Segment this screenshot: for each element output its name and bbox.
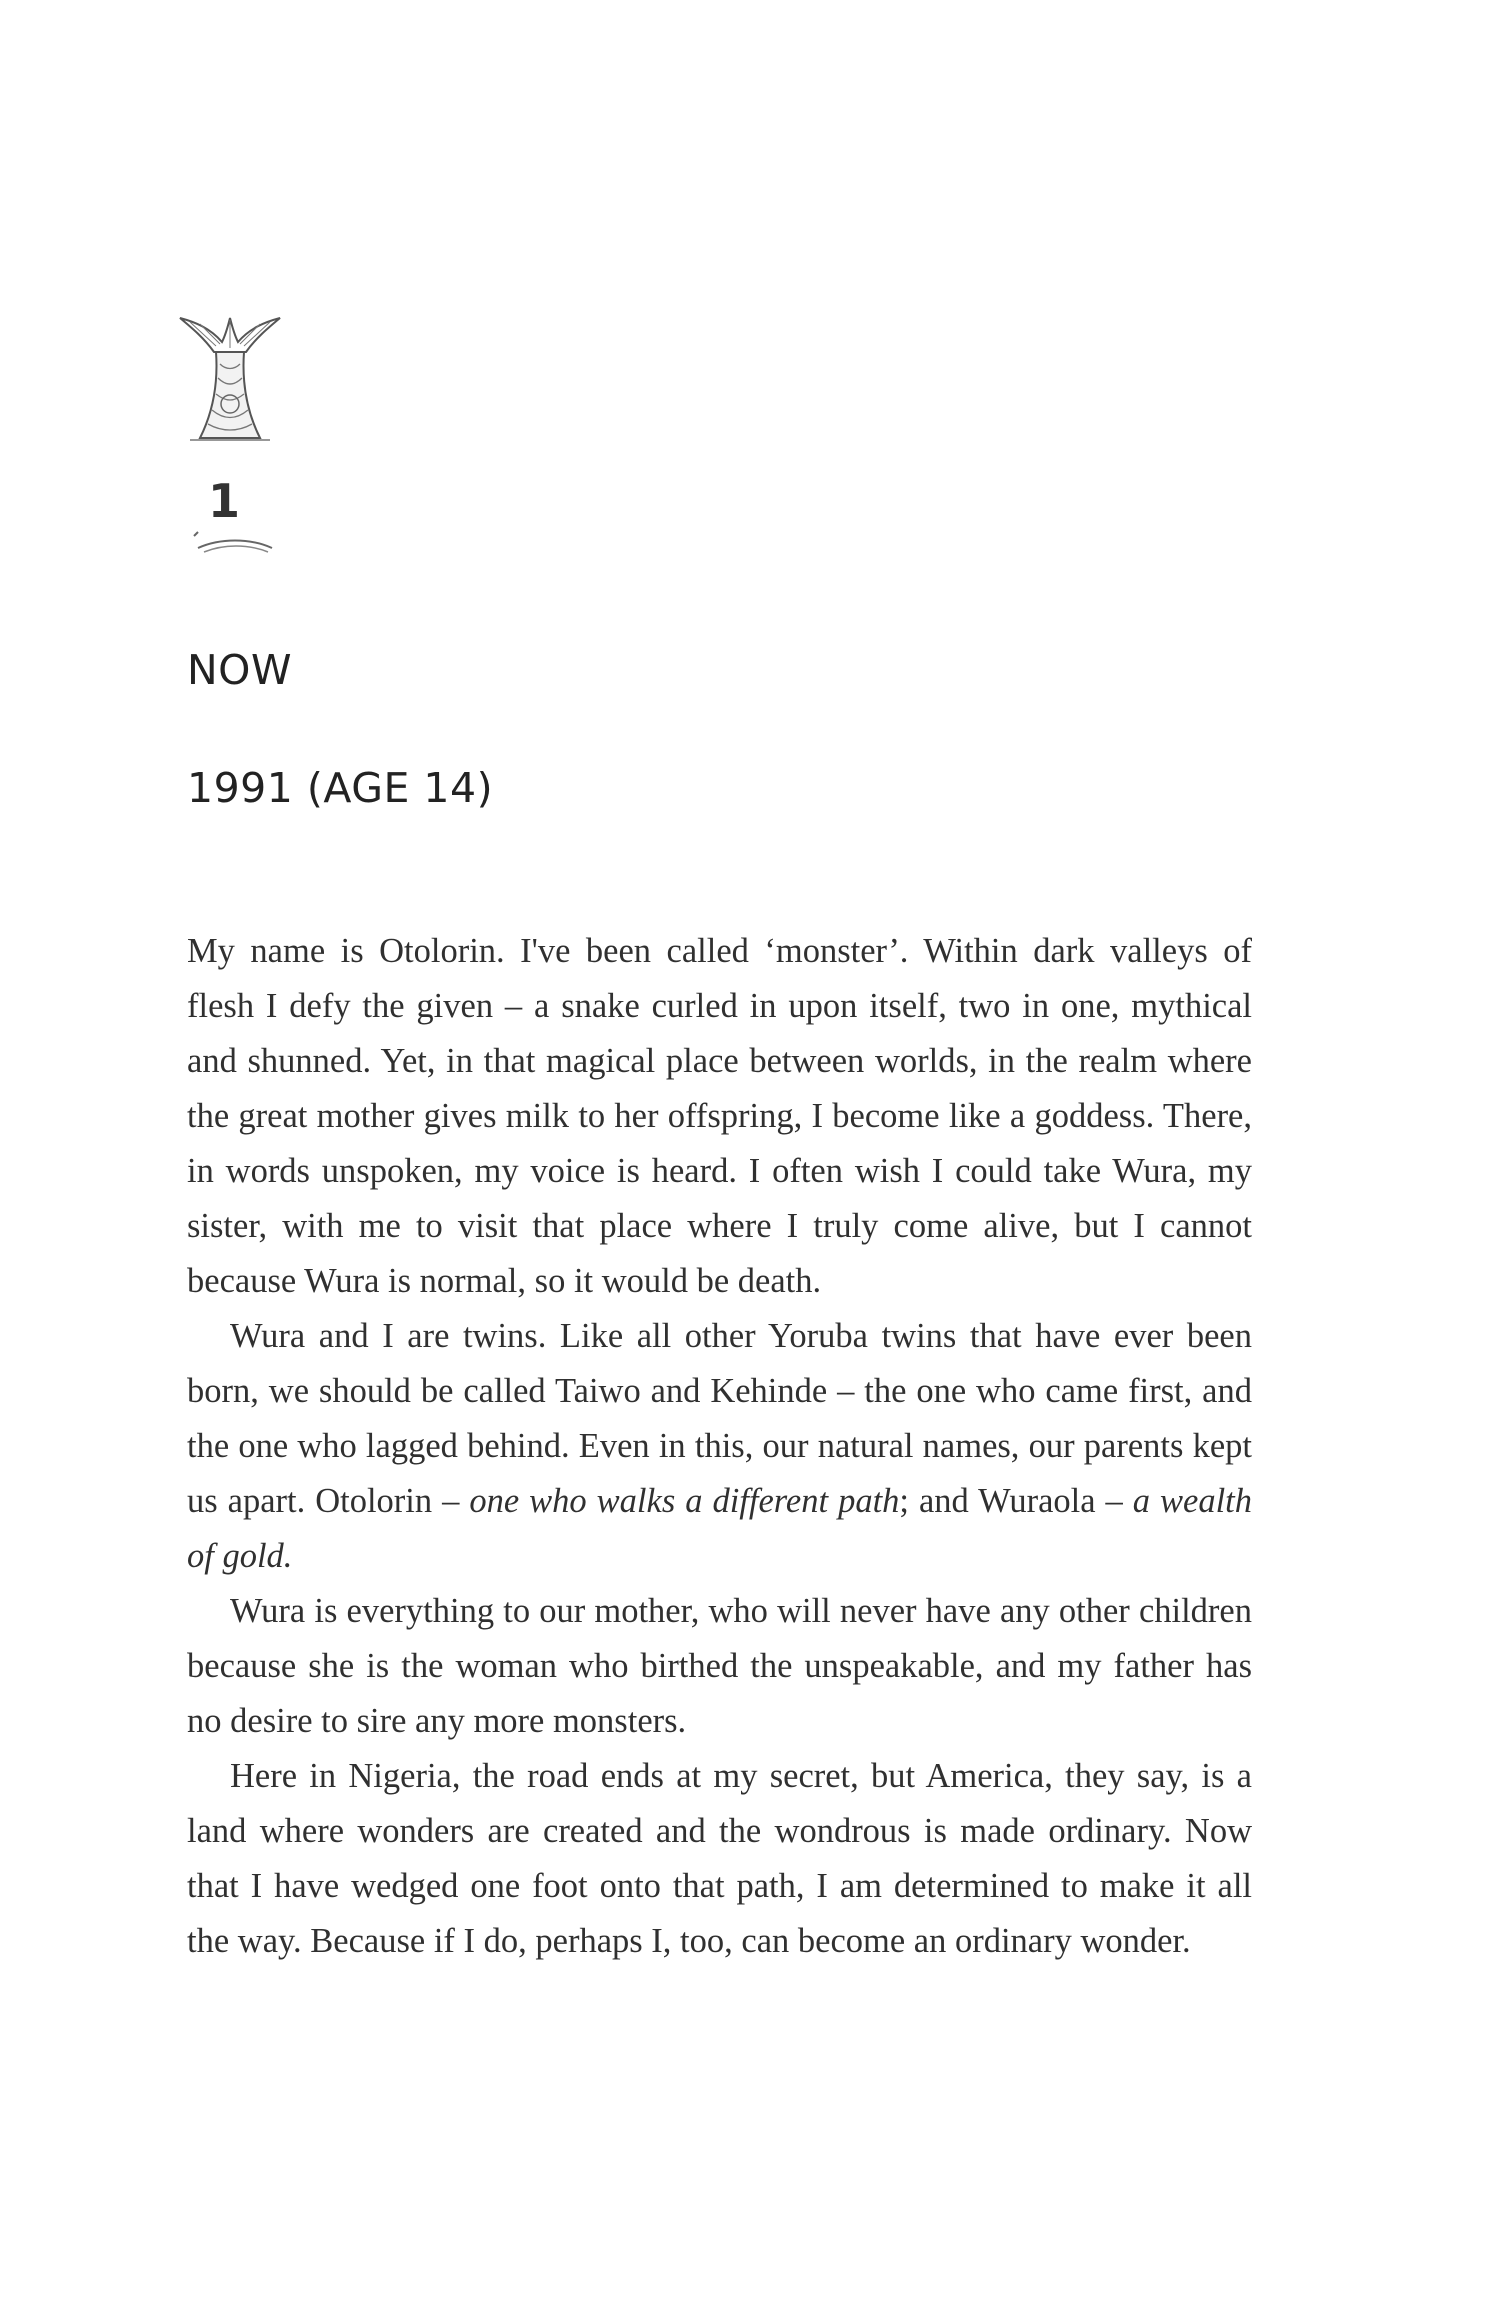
chapter-subtitle: 1991 (AGE 14) bbox=[187, 764, 494, 812]
paragraph-2-italic-b: a wealth of gold. bbox=[187, 1482, 1252, 1575]
mermaid-tail-emblem bbox=[160, 300, 300, 450]
paragraph-2-text-a: Wura and I are twins. Like all other Yoruba twins that have ever been born, we should be called Taiwo and Kehinde – the one who came first, and the one who lagged behind. Even in this, our natural names, our parents kept us apart. Otolorin – bbox=[187, 1317, 1252, 1520]
paragraph-2-italic-a: one who walks a different path bbox=[469, 1482, 900, 1520]
chapter-title: NOW bbox=[187, 646, 292, 694]
paragraph-2-text-b: ; and Wuraola – bbox=[899, 1482, 1133, 1520]
paragraph-2 bbox=[187, 1309, 1252, 1584]
chapter-underline-ornament bbox=[190, 530, 280, 556]
chapter-body bbox=[187, 924, 1252, 1969]
chapter-number: 1 bbox=[208, 474, 241, 528]
paragraph-3: Wura is everything to our mother, who will never have any other children because she is the woman who birthed the unspeakable, and my father has no desire to sire any more monsters. bbox=[187, 1592, 1252, 1740]
mermaid-tail-icon bbox=[160, 300, 300, 450]
paragraph-4: Here in Nigeria, the road ends at my secret, but America, they say, is a land where wonders are created and the wondrous is made ordinary. Now that I have wedged one foot onto that path, I am determined to make it all the way. Because if I do, perhaps I, too, can become an ordinary wonder. bbox=[187, 1757, 1252, 1960]
paragraph-1: My name is Otolorin. I've been called ‘monster’. Within dark valleys of flesh I defy the given – a snake curled in upon itself, two in one, mythical and shunned. Yet, in that magical place between worlds, in the realm where the great mother gives milk to her offspring, I become like a goddess. There, in words unspoken, my voice is heard. I often wish I could take Wura, my sister, with me to visit that place where I truly come alive, but I cannot because Wura is normal, so it would be death. bbox=[187, 932, 1252, 1300]
